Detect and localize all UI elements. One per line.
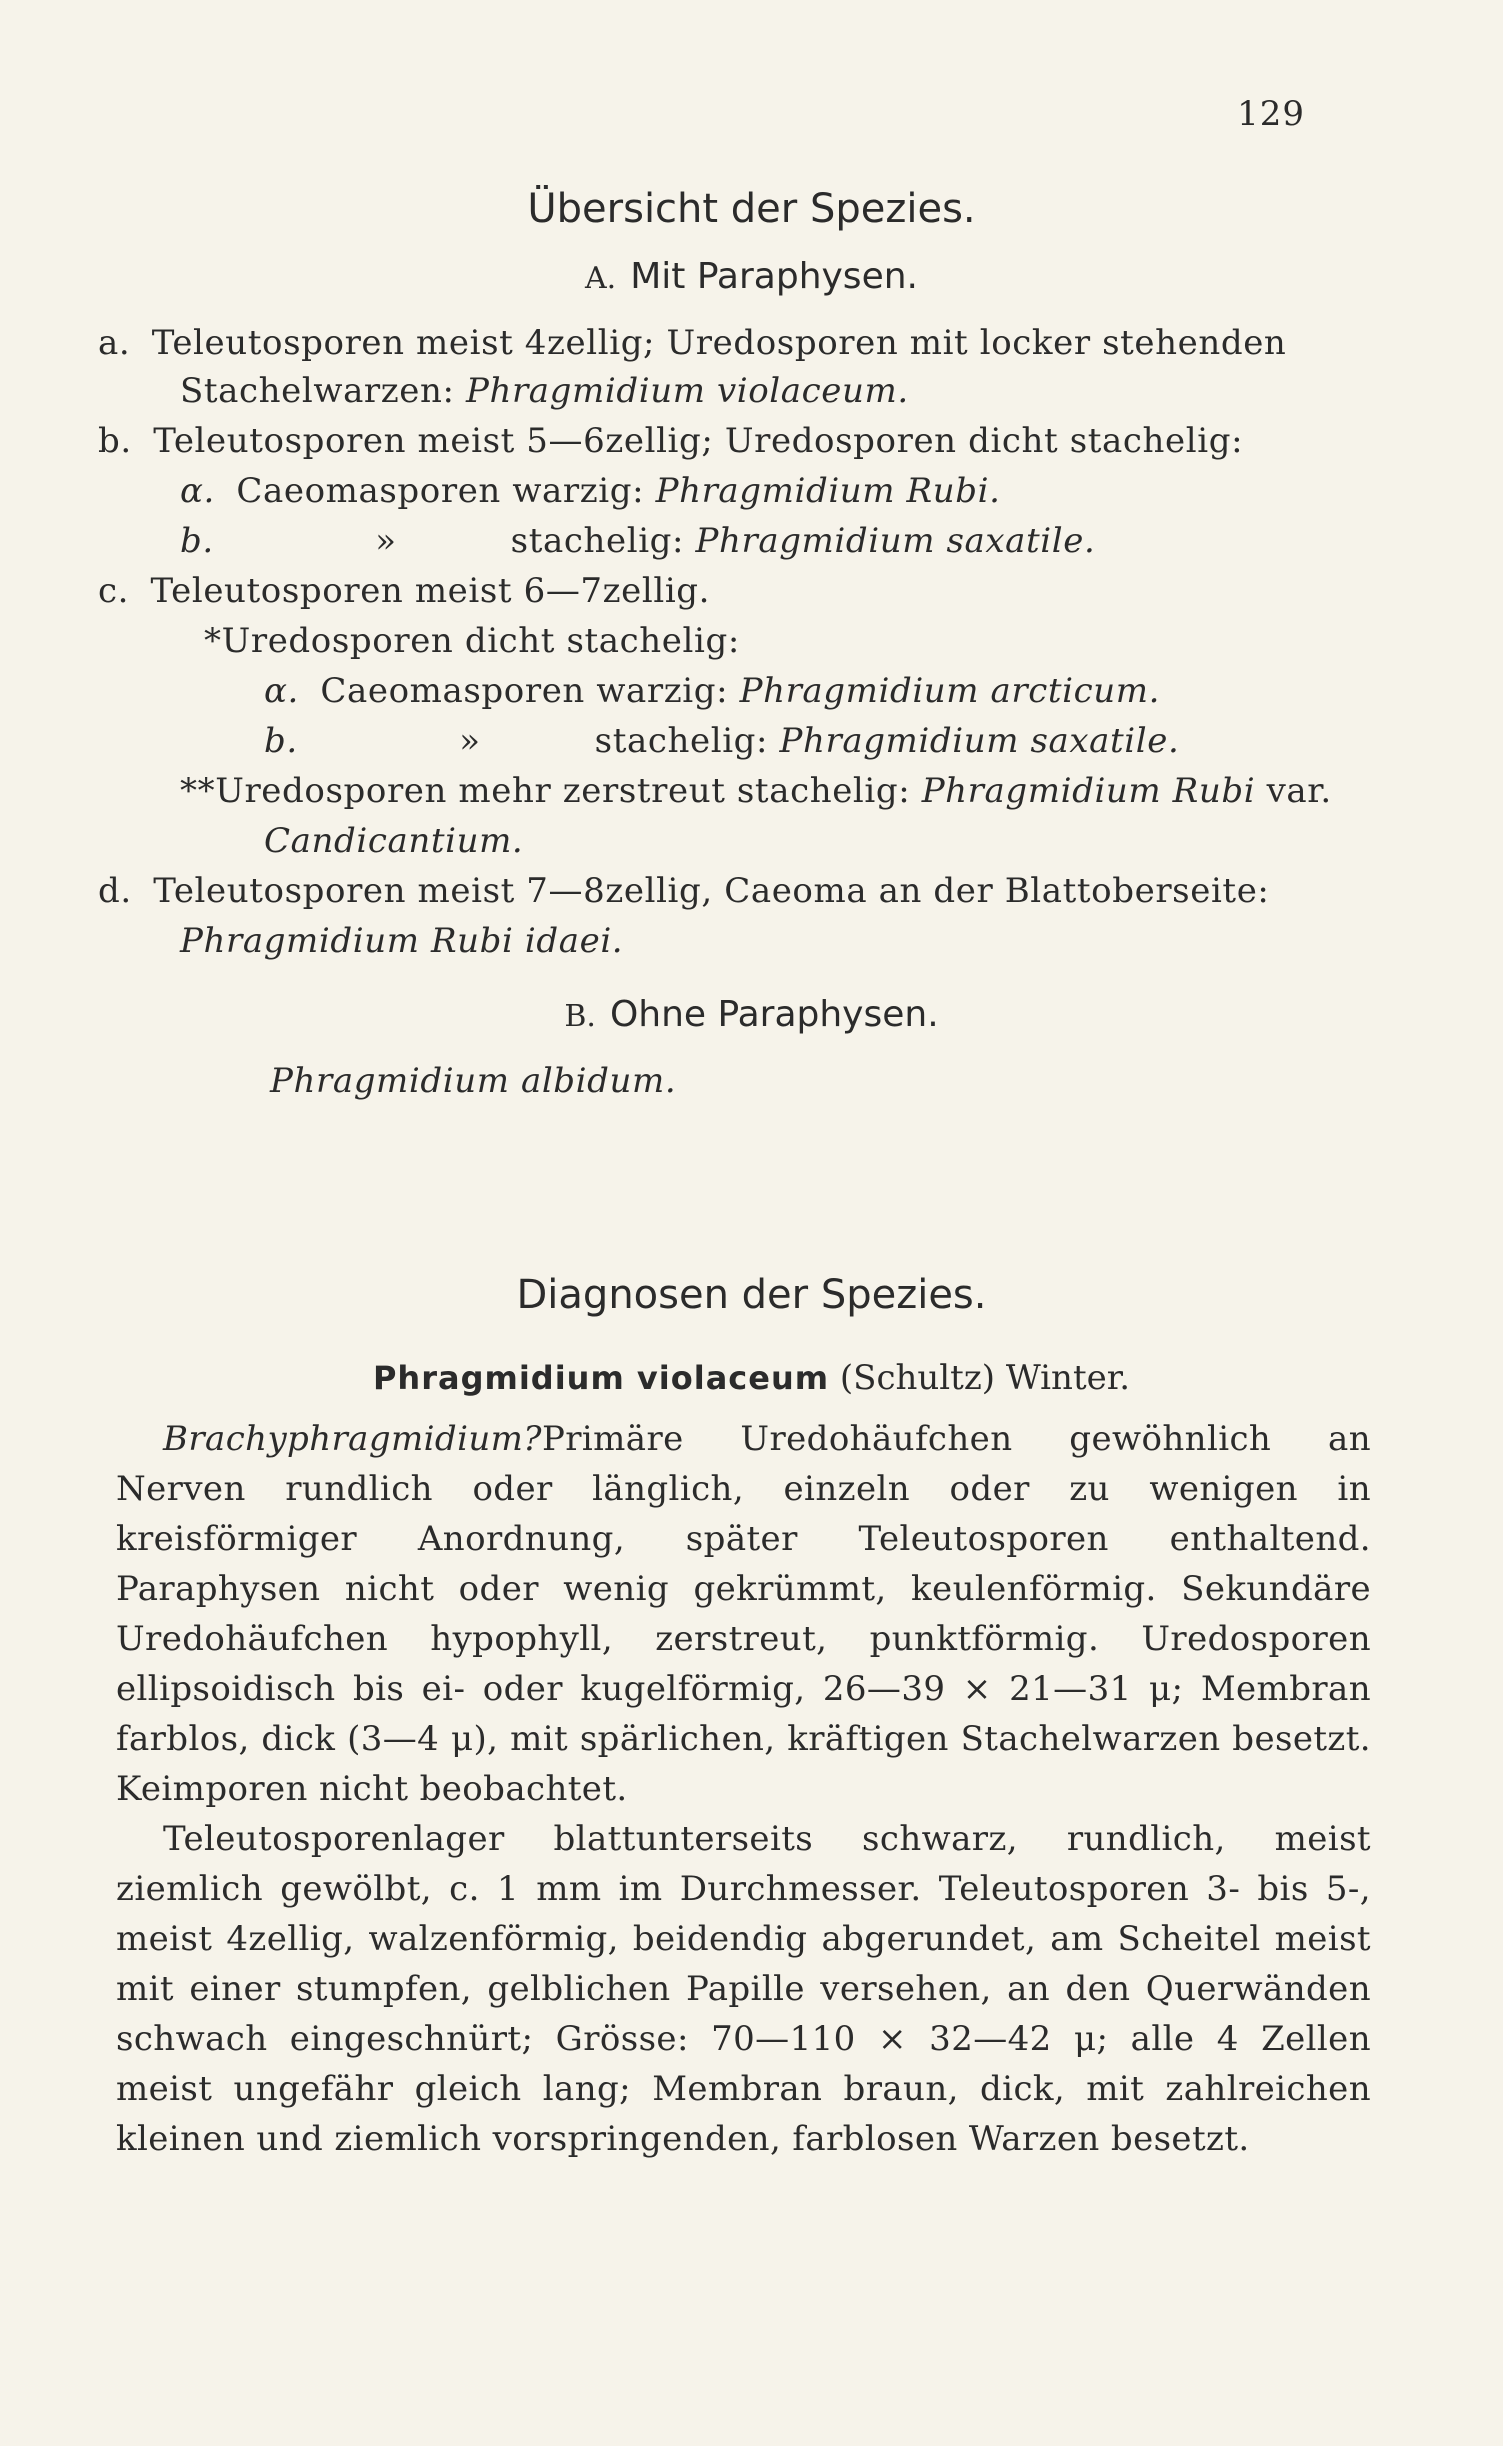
section-a-heading <box>0 256 1503 297</box>
key-item-d-cont <box>180 921 624 961</box>
key-item-b-alpha <box>180 471 1001 511</box>
paragraph-1 <box>116 1414 1371 1814</box>
key-text: *Uredosporen dicht stachelig: <box>204 621 740 661</box>
key-label: b. <box>98 421 132 461</box>
key-item-a-cont <box>180 371 909 411</box>
diagnoses-title: Diagnosen der Spezies. <box>516 1272 987 1318</box>
key-text: Teleutosporen meist 6—7zellig. <box>150 571 711 611</box>
species-author: (Schultz) Winter. <box>829 1358 1131 1398</box>
key-label: α. <box>264 671 299 711</box>
key-label: b. <box>264 721 298 761</box>
key-item-c-beta <box>264 721 1180 761</box>
section-a-title: Mit Paraphysen. <box>630 256 918 297</box>
species-name: Phragmidium Rubi <box>921 771 1256 811</box>
italic-prefix: Brachyphragmidium? <box>163 1419 542 1459</box>
key-text: » stachelig: <box>459 721 780 761</box>
key-item-c-doublestar-cont <box>264 821 524 861</box>
key-item-c <box>98 571 711 611</box>
species-genus: Phragmidium violaceum <box>372 1359 830 1397</box>
paragraph-2: Teleutosporenlager blattunterseits schwarz, rundlich, meist ziemlich gewölbt, c. 1 mm im Durchmesser. Teleutosporen 3- bis 5-, meist 4zellig, walzenförmig, beidendig abgerundet, am Scheitel meist mit einer stumpfen, gelblichen Papille versehen, an den Querwänden schwach eingeschnürt; Grösse: 70—110 × 32—42 μ; alle 4 Zellen meist ungefähr gleich lang; Membran braun, dick, mit zahlreichen kleinen und ziemlich vorspringenden, farblosen Warzen besetzt. <box>116 1819 1371 2159</box>
overview-title: Übersicht der Spezies. <box>527 186 976 232</box>
key-label: c. <box>98 571 130 611</box>
paragraph-1-text: Primäre Uredohäufchen gewöhnlich an Nerven rundlich oder länglich, einzeln oder zu wenigen in kreisförmiger Anordnung, später Teleutosporen enthaltend. Paraphysen nicht oder wenig gekrümmt, keulenförmig. Sekundäre Uredohäufchen hypophyll, zerstreut, punktförmig. Uredosporen ellipsoidisch bis ei- oder kugelförmig, 26—39 × 21—31 μ; Membran farblos, dick (3—4 μ), mit spärlichen, kräftigen Stachelwarzen besetzt. Keimporen nicht beobachtet. <box>116 1419 1371 1809</box>
key-text: Caeomasporen warzig: <box>236 471 656 511</box>
species-heading <box>0 1358 1503 1398</box>
key-item-c-alpha <box>264 671 1161 711</box>
key-text: Stachelwarzen: <box>180 371 466 411</box>
key-text: Teleutosporen meist 4zellig; Uredosporen mit locker stehenden <box>151 323 1287 363</box>
key-text: **Uredosporen mehr zerstreut stachelig: <box>180 771 922 811</box>
key-label: α. <box>180 471 215 511</box>
key-text: » stachelig: <box>375 521 696 561</box>
key-item-c-doublestar <box>180 771 1332 811</box>
key-item-a <box>98 323 1287 363</box>
species-name: Phragmidium Rubi idaei. <box>180 921 624 961</box>
species-name: Phragmidium Rubi. <box>655 471 1001 511</box>
key-item-b-beta <box>180 521 1096 561</box>
key-text: Caeomasporen warzig: <box>320 671 740 711</box>
species-name: Phragmidium saxatile. <box>695 521 1096 561</box>
species-name: Phragmidium arcticum. <box>739 671 1161 711</box>
species-name: Phragmidium saxatile. <box>779 721 1180 761</box>
page-number: 129 <box>1237 94 1305 134</box>
diagnosis-text <box>116 1414 1371 2164</box>
species-name: Phragmidium violaceum. <box>465 371 909 411</box>
section-b-title: Ohne Paraphysen. <box>609 994 939 1035</box>
key-text: Teleutosporen meist 7—8zellig, Caeoma an der Blattoberseite: <box>153 871 1270 911</box>
species-name: Candicantium. <box>264 821 524 861</box>
section-b-letter: B. <box>564 999 596 1034</box>
key-item-d <box>98 871 1270 911</box>
key-label: a. <box>98 323 131 363</box>
key-text: Teleutosporen meist 5—6zellig; Uredosporen dicht stachelig: <box>153 421 1244 461</box>
key-item-b <box>98 421 1244 461</box>
key-suffix: var. <box>1255 771 1332 811</box>
key-label: b. <box>180 521 214 561</box>
section-a-letter: A. <box>585 261 617 296</box>
key-item-c-star <box>204 621 740 661</box>
key-label: d. <box>98 871 132 911</box>
section-b-species: Phragmidium albidum. <box>270 1061 677 1101</box>
section-b-heading <box>0 994 1503 1035</box>
